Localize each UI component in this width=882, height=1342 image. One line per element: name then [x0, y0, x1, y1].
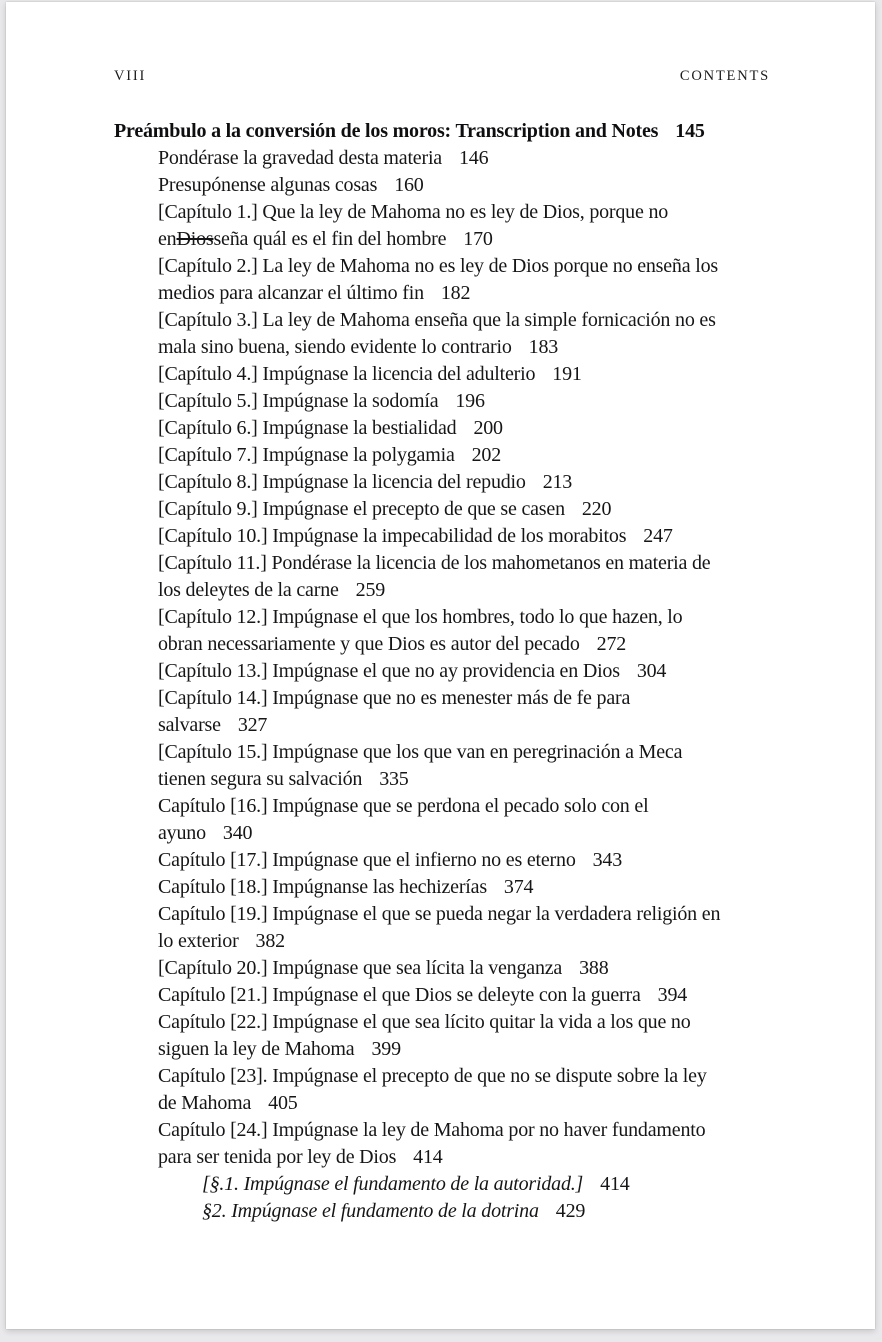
toc-entry-line: [Capítulo 7.] Impúgnase la polygamia 202 [158, 444, 502, 466]
table-of-contents [114, 118, 814, 1225]
toc-entry-line: siguen la ley de Mahoma 399 [158, 1038, 401, 1060]
toc-entry-line: Capítulo [17.] Impúgnase que el infierno no es eterno 343 [158, 849, 623, 871]
toc-page-number: 414 [600, 1173, 630, 1195]
toc-entry [114, 145, 814, 172]
toc-page-number: 182 [440, 282, 471, 304]
toc-page-number: 202 [471, 444, 502, 466]
toc-entry-line: [Capítulo 8.] Impúgnase la licencia del repudio 213 [158, 471, 573, 493]
toc-page-number: 191 [552, 363, 582, 385]
toc-entry [114, 172, 814, 199]
running-title: CONTENTS [679, 68, 770, 84]
toc-entry-line: [Capítulo 14.] Impúgnase que no es menester más de fe para [158, 687, 631, 709]
toc-page-number: 213 [542, 471, 573, 493]
toc-entry-line: Capítulo [18.] Impúgnanse las hechizerías 374 [158, 876, 534, 898]
toc-page-number: 304 [636, 660, 667, 682]
toc-entry [114, 874, 814, 901]
toc-entry-line: Pondérase la gravedad desta materia 146 [158, 147, 489, 169]
toc-entry-line: para ser tenida por ley de Dios 414 [158, 1146, 443, 1168]
toc-page-number: 382 [255, 930, 285, 952]
toc-entry [114, 1198, 814, 1225]
toc-entry-line: [Capítulo 2.] La ley de Mahoma no es ley de Dios porque no enseña los [158, 255, 718, 277]
toc-entry-line: [Capítulo 20.] Impúgnase que sea lícita la venganza 388 [158, 957, 609, 979]
toc-page-number: 335 [379, 768, 409, 790]
toc-entry [114, 469, 814, 496]
toc-entry-line: [Capítulo 3.] La ley de Mahoma enseña que la simple fornicación no es [158, 309, 716, 331]
toc-entry [114, 388, 814, 415]
toc-entry-line: [Capítulo 4.] Impúgnase la licencia del adulterio 191 [158, 363, 582, 385]
toc-entry-line: [Capítulo 6.] Impúgnase la bestialidad 200 [158, 417, 503, 439]
toc-entry-line: [Capítulo 1.] Que la ley de Mahoma no es ley de Dios, porque no [158, 201, 669, 223]
toc-entry [114, 361, 814, 388]
toc-page-number: 394 [657, 984, 688, 1006]
toc-page-number: 429 [555, 1200, 586, 1222]
page-header [114, 68, 770, 85]
toc-entry-line: Preámbulo a la conversión de los moros: Transcription and Notes 145 [114, 120, 705, 142]
toc-page-number: 388 [579, 957, 609, 979]
toc-page-number: 170 [463, 228, 493, 250]
toc-entry-line: [Capítulo 12.] Impúgnase el que los hombres, todo lo que hazen, lo [158, 606, 683, 628]
toc-entry [114, 1063, 814, 1117]
toc-entry-line: obran necessariamente y que Dios es autor del pecado 272 [158, 633, 627, 655]
toc-entry [114, 658, 814, 685]
toc-entry [114, 199, 814, 253]
toc-entry [114, 685, 814, 739]
toc-entry-line: [Capítulo 5.] Impúgnase la sodomía 196 [158, 390, 485, 412]
toc-page-number: 247 [643, 525, 673, 547]
toc-entry [114, 982, 814, 1009]
toc-entry-line: ayuno 340 [158, 822, 253, 844]
toc-entry [114, 793, 814, 847]
toc-page-number: 160 [394, 174, 424, 196]
toc-entry [114, 1009, 814, 1063]
toc-entry-line: salvarse 327 [158, 714, 268, 736]
toc-page-number: 196 [455, 390, 485, 412]
toc-entry-line: [Capítulo 10.] Impúgnase la impecabilidad de los morabitos 247 [158, 525, 673, 547]
toc-entry [114, 253, 814, 307]
toc-entry-line: Capítulo [19.] Impúgnase el que se pueda negar la verdadera religión en [158, 903, 721, 925]
toc-page-number: 200 [473, 417, 503, 439]
toc-page-number: 327 [237, 714, 268, 736]
toc-entry [114, 442, 814, 469]
book-page [6, 2, 875, 1329]
toc-entry [114, 955, 814, 982]
toc-page-number: 145 [675, 120, 705, 142]
toc-entry-line: Presupónense algunas cosas 160 [158, 174, 424, 196]
toc-entry-line: de Mahoma 405 [158, 1092, 298, 1114]
toc-entry-line: Capítulo [16.] Impúgnase que se perdona el pecado solo con el [158, 795, 649, 817]
toc-page-number: 405 [268, 1092, 298, 1114]
toc-entry [114, 1117, 814, 1171]
toc-entry-line: §2. Impúgnase el fundamento de la dotrina 429 [202, 1200, 586, 1222]
struck-word: Dios [176, 228, 214, 250]
toc-page-number: 272 [596, 633, 627, 655]
toc-page-number: 220 [581, 498, 612, 520]
toc-entry-line: [Capítulo 9.] Impúgnase el precepto de que se casen 220 [158, 498, 612, 520]
toc-entry [114, 847, 814, 874]
toc-entry-line: Capítulo [23]. Impúgnase el precepto de que no se dispute sobre la ley [158, 1065, 707, 1087]
toc-page-number: 340 [222, 822, 253, 844]
toc-entry-line: tienen segura su salvación 335 [158, 768, 409, 790]
toc-entry-line: Capítulo [24.] Impúgnase la ley de Mahoma por no haver fundamento [158, 1119, 706, 1141]
toc-entry-line: [Capítulo 15.] Impúgnase que los que van en peregrinación a Meca [158, 741, 683, 763]
toc-entry-line: enDiosseña quál es el fin del hombre 170 [158, 228, 493, 250]
toc-page-number: 399 [371, 1038, 401, 1060]
toc-entry-line: mala sino buena, siendo evidente lo contrario 183 [158, 336, 559, 358]
toc-entry [114, 739, 814, 793]
toc-entry [114, 550, 814, 604]
toc-entry-line: lo exterior 382 [158, 930, 285, 952]
toc-page-number: 414 [413, 1146, 443, 1168]
toc-entry [114, 415, 814, 442]
toc-entry [114, 1171, 814, 1198]
toc-page-number: 146 [458, 147, 489, 169]
toc-page-number: 343 [592, 849, 623, 871]
toc-section-heading [114, 118, 814, 145]
toc-page-number: 374 [503, 876, 534, 898]
toc-entry-line: Capítulo [21.] Impúgnase el que Dios se deleyte con la guerra 394 [158, 984, 688, 1006]
folio-number: VIII [114, 68, 147, 84]
toc-entry [114, 604, 814, 658]
toc-entry-line: [§.1. Impúgnase el fundamento de la autoridad.] 414 [202, 1173, 630, 1195]
toc-entry-line: Capítulo [22.] Impúgnase el que sea lícito quitar la vida a los que no [158, 1011, 691, 1033]
toc-entry-line: [Capítulo 11.] Pondérase la licencia de los mahometanos en materia de [158, 552, 711, 574]
toc-entry [114, 307, 814, 361]
toc-entry-line: los deleytes de la carne 259 [158, 579, 386, 601]
toc-entry [114, 901, 814, 955]
toc-page-number: 259 [355, 579, 386, 601]
toc-page-number: 183 [528, 336, 559, 358]
toc-entry-line: medios para alcanzar el último fin 182 [158, 282, 471, 304]
toc-entry-line: [Capítulo 13.] Impúgnase el que no ay providencia en Dios 304 [158, 660, 667, 682]
toc-entry [114, 523, 814, 550]
toc-entry [114, 496, 814, 523]
